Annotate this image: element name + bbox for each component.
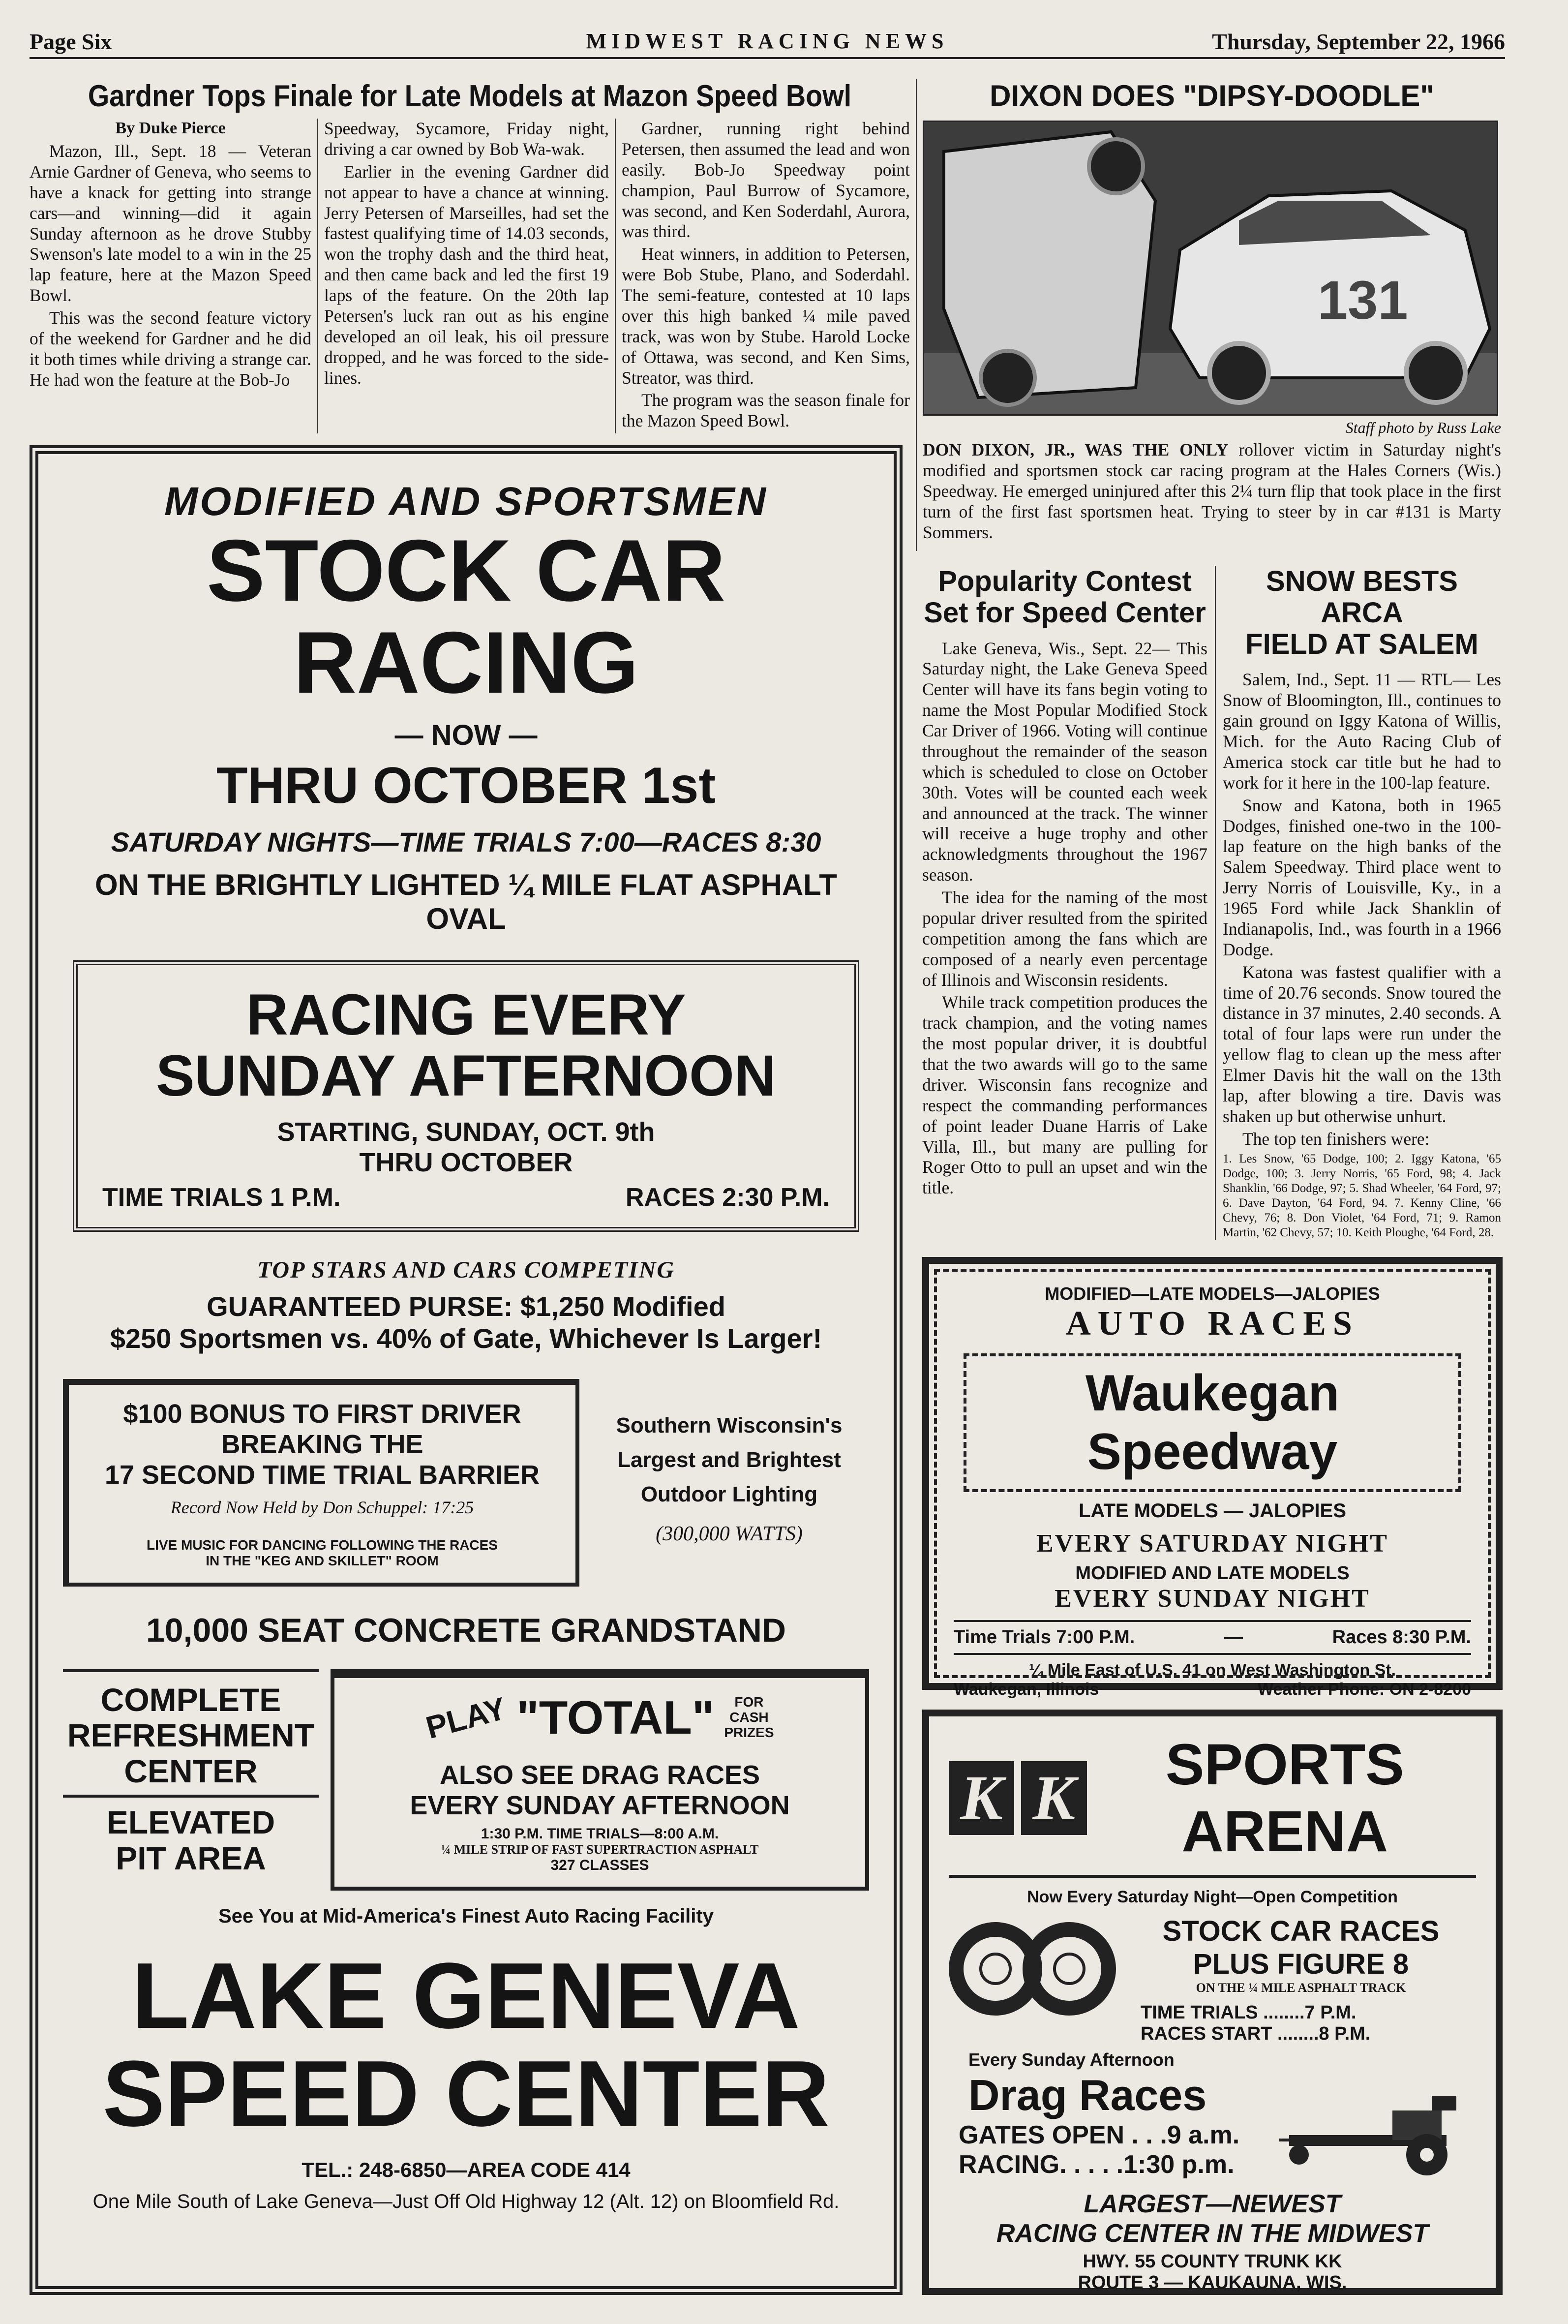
ad-lake-geneva-speed-center [30, 445, 903, 2295]
article-popularity-contest [922, 566, 1207, 1240]
ad-lg-refresh2: REFRESHMENT [67, 1717, 315, 1754]
ad-lg-refresh4: ELEVATED [106, 1804, 275, 1841]
photo-caption-lead: DON DIXON, JR., WAS THE ONLY [923, 440, 1229, 459]
ad-lg-sunday-4: THRU OCTOBER [359, 1147, 573, 1177]
article-gardner-para: Speedway, Sycamore, Friday night, driving a car owned by Bob Wa-wak. [324, 119, 609, 159]
ad-kk-center: RACING CENTER IN THE MIDWEST [996, 2219, 1429, 2248]
ad-lg-tel: TEL.: 248-6850—AREA CODE 414 [302, 2158, 631, 2181]
ad-lg-stars: TOP STARS AND CARS COMPETING [257, 1256, 675, 1283]
ad-kk-line3: PLUS FIGURE 8 [1193, 1948, 1409, 1980]
ad-kk-racing: RACING. . . . .1:30 p.m. [959, 2150, 1235, 2179]
ad-lg-purse1: GUARANTEED PURSE: $1,250 Modified [207, 1290, 725, 1322]
ad-lg-purse2: $250 Sportsmen vs. 40% of Gate, Whichever Is Larger! [110, 1322, 822, 1354]
article-gardner-col2 [317, 119, 615, 433]
page-number: Page Six [30, 29, 112, 54]
ad-lg-name1: LAKE GENEVA [132, 1943, 800, 2048]
ad-wk-line6: EVERY SUNDAY NIGHT [1055, 1585, 1370, 1613]
ad-wk-line1: MODIFIED—LATE MODELS—JALOPIES [1045, 1284, 1380, 1304]
ad-kk-sunday: Every Sunday Afternoon [968, 2049, 1175, 2070]
ad-lg-refresh5: PIT AREA [116, 1839, 266, 1876]
ad-lg-total: "TOTAL" [516, 1691, 715, 1744]
ad-lg-drag4: ¼ MILE STRIP OF FAST SUPERTRACTION ASPHALT [441, 1842, 759, 1857]
ad-kk-k1: K [949, 1761, 1014, 1835]
ad-wk-city: Waukegan, Illinois [954, 1680, 1099, 1699]
ad-lg-sunday-2: SUNDAY AFTERNOON [155, 1043, 776, 1108]
ad-lg-drag2: EVERY SUNDAY AFTERNOON [410, 1790, 790, 1820]
race-car-rollover-image [924, 122, 1498, 416]
ad-lg-sunday-1: RACING EVERY [246, 982, 686, 1047]
ad-wk-phone: Weather Phone: ON 2-8200 [1258, 1680, 1471, 1699]
ad-lg-name2: SPEED CENTER [102, 2042, 830, 2146]
ad-lg-sunday-3: STARTING, SUNDAY, OCT. 9th [277, 1117, 655, 1147]
ad-lg-line3: — NOW — [394, 719, 538, 751]
ad-lg-drag-box [331, 1669, 869, 1891]
ad-wk-line5: MODIFIED AND LATE MODELS [1075, 1563, 1350, 1584]
ad-wk-line4: EVERY SATURDAY NIGHT [1036, 1529, 1388, 1558]
ad-lg-refresh1: COMPLETE [100, 1681, 281, 1718]
ad-wk-line2: AUTO RACES [1066, 1305, 1359, 1343]
ad-lg-grandstand: 10,000 SEAT CONCRETE GRANDSTAND [146, 1611, 786, 1649]
ad-lg-directions: One Mile South of Lake Geneva—Just Off Old Highway 12 (Alt. 12) on Bloomfield Rd. [92, 2190, 840, 2212]
ad-wk-trials: Time Trials 7:00 P.M. [954, 1627, 1135, 1648]
dragster-image [1269, 2081, 1476, 2179]
article-snow-bests-arca [1215, 566, 1501, 1240]
ad-lg-line2: STOCK CAR RACING [207, 521, 725, 711]
article-gardner-para: The program was the season finale for the Mazon Speed Bowl. [622, 390, 910, 431]
paper-name: MIDWEST RACING NEWS [586, 29, 949, 53]
masthead [30, 25, 1505, 59]
ad-wk-name-box [964, 1353, 1461, 1492]
ad-lg-light2: Largest and Brightest [617, 1447, 841, 1472]
ad-lg-lighting [589, 1379, 869, 1587]
article-gardner-para: Earlier in the evening Gardner did not appear to have a chance at winning. Jerry Petersen of Marseilles, had set the fastest qualifying time of 14.03 seconds, won the trophy dash and the third heat, and then came back and led the first 19 laps of the feature. On the 20th lap Petersen's luck ran out as his engine developed an oil leak, his oil pressure dropped, and he was forced to the side-lines. [324, 161, 609, 388]
article-popularity-body [922, 639, 1207, 1199]
article-snow-para: Salem, Ind., Sept. 11 — RTL— Les Snow of Bloomington, Ill., continues to gain ground on Iggy Katona of Willis, Mich. for the Auto Racing Club of America stock car title but he had to work for it here in the 100-lap feature. [1223, 670, 1501, 793]
ad-kk-route: ROUTE 3 — KAUKAUNA, WIS. [1078, 2272, 1347, 2293]
ad-wk-line3: LATE MODELS — JALOPIES [1079, 1500, 1346, 1522]
ad-kk-hwy: HWY. 55 COUNTY TRUNK KK [1083, 2251, 1342, 2272]
article-gardner-byline: By Duke Pierce [115, 119, 226, 137]
ad-kk-races: RACES START ........8 P.M. [1141, 2023, 1371, 2044]
photo-dixon-headline: DIXON DOES "DIPSY-DOODLE" [990, 79, 1434, 112]
article-snow-body [1223, 670, 1501, 1149]
ad-lg-bonus5: LIVE MUSIC FOR DANCING FOLLOWING THE RACES [147, 1537, 498, 1553]
photo-caption [923, 440, 1501, 543]
ad-lg-bonus3: 17 SECOND TIME TRIAL BARRIER [104, 1460, 540, 1490]
article-popularity-headline2: Set for Speed Center [924, 596, 1206, 629]
ad-lg-bonus-box [63, 1379, 579, 1587]
article-gardner [30, 79, 910, 433]
ad-lg-sunday-box [73, 960, 859, 1232]
ad-lg-sunday-trials: TIME TRIALS 1 P.M. [102, 1183, 341, 1212]
photo-feature-dixon [916, 79, 1501, 551]
ad-wk-races: Races 8:30 P.M. [1332, 1627, 1471, 1648]
article-gardner-para: This was the second feature victory of the weekend for Gardner and he did it both times while driving a strange car. He had won the feature at the Bob-Jo [30, 308, 311, 390]
ad-lg-bonus1: $100 BONUS TO FIRST DRIVER [123, 1399, 521, 1429]
ad-lg-bonus6: IN THE "KEG AND SKILLET" ROOM [206, 1553, 439, 1568]
ad-kk-drag: Drag Races [968, 2071, 1207, 2119]
ad-kk-line4: ON THE ¼ MILE ASPHALT TRACK [1196, 1981, 1406, 1995]
ad-kk-trials: TIME TRIALS ........7 P.M. [1141, 2002, 1357, 2023]
article-popularity-para: While track competition produces the track champion, and the voting names the most popular driver, it is doubtful that the two awards will go to the same driver. Wisconsin fans recognize and respect the commanding performances of point leader Duane Harris of Lake Villa, Ill., but many are pulling for Roger Otto to pull an upset and win the title. [922, 992, 1207, 1198]
ad-lg-seeyou: See You at Mid-America's Finest Auto Racing Facility [218, 1905, 714, 1927]
article-popularity-para: The idea for the naming of the most popular driver resulted from the spirited competition among the fans which are composed of a nearly even percentage of Illinois and Wisconsin residents. [922, 887, 1207, 990]
ad-wk-dash: — [1224, 1627, 1243, 1648]
article-popularity-headline1: Popularity Contest [938, 565, 1192, 597]
article-snow-headline2: FIELD AT SALEM [1245, 628, 1478, 660]
ad-lg-bonus2: BREAKING THE [221, 1429, 423, 1459]
article-gardner-col1 [30, 119, 317, 433]
issue-date: Thursday, September 22, 1966 [1212, 29, 1505, 54]
photo-credit: Staff photo by Russ Lake [1345, 419, 1501, 436]
ad-lg-drag5: 327 CLASSES [550, 1857, 649, 1873]
ad-lg-cash2: CASH [729, 1710, 769, 1725]
ad-lg-light3: Outdoor Lighting [640, 1482, 818, 1507]
ad-lg-play: PLAY [422, 1690, 510, 1745]
article-snow-headline1: SNOW BESTS ARCA [1266, 565, 1458, 629]
ad-lg-refresh [63, 1669, 319, 1891]
ad-lg-bonus4: Record Now Held by Don Schuppel: 17:25 [170, 1497, 474, 1517]
ad-lg-sunday-races: RACES 2:30 P.M. [625, 1183, 830, 1212]
article-gardner-para: Gardner, running right behind Petersen, then assumed the lead and won easily. Bob-Jo Speedway point champion, Paul Burrow of Sycamore, was second, and Ken Soderdahl, Aurora, was third. [622, 119, 910, 242]
ad-lg-cash [724, 1695, 774, 1740]
ad-lg-line4: THRU OCTOBER 1st [216, 757, 716, 814]
ad-wk-addr1: ¼ Mile East of U.S. 41 on West Washington St. [1028, 1661, 1396, 1680]
article-gardner-para: Heat winners, in addition to Petersen, were Bob Stube, Plano, and Soderdahl. The semi-feature, contested at 10 laps over this high banked ¼ mile paved track, was won by Stube. Harold Locke of Ottawa, was second, and Ken Sims, Streator, was third. [622, 244, 910, 388]
ad-kk-gates: GATES OPEN . . .9 a.m. [959, 2121, 1240, 2149]
ad-lg-drag3: 1:30 P.M. TIME TRIALS—8:00 A.M. [481, 1825, 719, 1842]
ad-lg-line6: ON THE BRIGHTLY LIGHTED ¼ MILE FLAT ASPHALT OVAL [95, 868, 837, 935]
ad-kk-figure8 [949, 1915, 1126, 2033]
article-snow-para: Katona was fastest qualifier with a time of 20.76 seconds. Snow toured the distance in 37 minutes, 2.40 seconds. A total of four laps were run under the yellow flag to clean up the mess after Elmer Davis hit the wall on the 13th lap, after blowing a tire. Davis was shaken up but otherwise unhurt. [1223, 962, 1501, 1126]
article-popularity-para: Lake Geneva, Wis., Sept. 22— This Saturday night, the Lake Geneva Speed Center will have its fans begin voting to name the Most Popular Modified Stock Car Driver of 1966. Voting will continue throughout the remainder of the season which is scheduled to close on October 30th. Votes will be counted each week and announced at the track. The winner will receive a huge trophy and other acknowledgments throughout the 1967 season. [922, 638, 1207, 885]
figure-8-track-icon [949, 1915, 1116, 2023]
ad-lg-light4: (300,000 WATTS) [656, 1522, 803, 1545]
dragster-icon [1269, 2081, 1476, 2179]
ad-kk-sports-arena [922, 1710, 1503, 2295]
ad-waukegan-speedway [922, 1257, 1503, 1699]
article-snow-top-ten-label: The top ten finishers were: [1242, 1129, 1430, 1149]
article-snow-para: Snow and Katona, both in 1965 Dodges, finished one-two in the 100-lap feature on the high banks of the Salem Speedway. Third place went to Jerry Norris of Louisville, Ky., in a 1965 Ford while Jack Shanklin of Indianapolis, Ind., was fourth in a 1966 Dodge. [1223, 795, 1501, 959]
ad-lg-drag1: ALSO SEE DRAG RACES [439, 1760, 760, 1790]
ad-lg-refresh3: CENTER [63, 1753, 319, 1798]
ad-kk-name: SPORTS ARENA [1165, 1732, 1404, 1864]
ad-lg-light1: Southern Wisconsin's [616, 1413, 843, 1437]
svg-text:131: 131 [1318, 270, 1408, 331]
ad-kk-largest: LARGEST—NEWEST [1084, 2190, 1341, 2218]
ad-kk-line1: Now Every Saturday Night—Open Competition [1027, 1888, 1398, 1906]
ad-kk-k2: K [1021, 1761, 1086, 1835]
ad-wk-name: Waukegan Speedway [1085, 1365, 1340, 1480]
ad-lg-line1: MODIFIED AND SPORTSMEN [164, 479, 768, 524]
ad-kk-line2: STOCK CAR RACES [1162, 1915, 1440, 1947]
ad-lg-line5: SATURDAY NIGHTS—TIME TRIALS 7:00—RACES 8:30 [111, 826, 821, 857]
article-snow-results: 1. Les Snow, '65 Dodge, 100; 2. Iggy Katona, '65 Dodge, 100; 3. Jerry Norris, '65 Ford, 98; 4. Jack Shanklin, '66 Dodge, 97; 5. Shad Wheeler, '64 Ford, 97; 6. Dave Dayton, '64 Ford, 94. 7. Kenny Cline, '66 Chevy, 76; 8. Don Violet, '64 Ford, 71; 9. Ramon Martin, '62 Chevy, 57; 10. Keith Ploughe, '64 Ford, 28. [1223, 1152, 1501, 1239]
article-gardner-col3 [615, 119, 910, 433]
rollover-photo [923, 121, 1498, 416]
article-gardner-para: Mazon, Ill., Sept. 18 — Veteran Arnie Gardner of Geneva, who seems to have a knack for getting into strange cars—and winning—did it again Sunday afternoon as he drove Stubby Swenson's late model to a win in the 25 lap feature, here at the Mazon Speed Bowl. [30, 141, 311, 306]
ad-lg-cash1: FOR [734, 1694, 764, 1710]
ad-lg-cash3: PRIZES [724, 1724, 774, 1740]
photo-caption-text: rollover victim in Saturday night's modified and sportsmen stock car racing program at the Hales Corners (Wis.) Speedway. He emerged uninjured after this 2¼ turn flip that took place in the first turn of the first fast sportsmen heat. Trying to steer by in car #131 is Marty Sommers. [923, 440, 1501, 542]
article-gardner-headline: Gardner Tops Finale for Late Models at Mazon Speed Bowl [88, 79, 852, 113]
